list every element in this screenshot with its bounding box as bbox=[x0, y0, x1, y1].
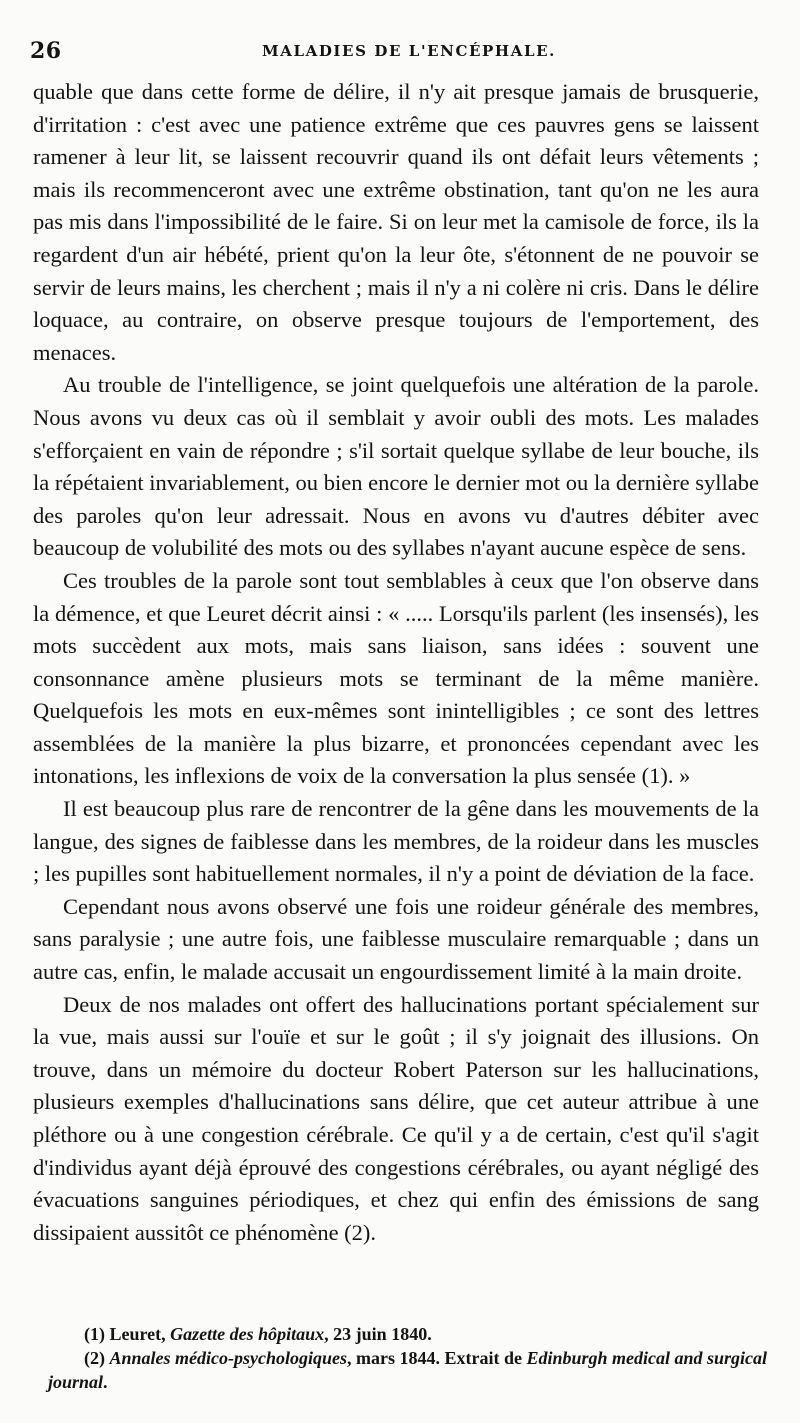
paragraph-6: Deux de nos malades ont offert des hallucinations portant spécialement sur la vue, mais aussi sur l'ouïe et sur le goût ; il s'y joignait des illusions. On trouve, dans un mémoire du docteur Robert Paterson sur les hallucinations, plusieurs exemples d'hallucinations sans délire, que cet auteur attribue à une pléthore ou à une congestion cérébrale. Ce qu'il y a de certain, c'est qu'il s'agit d'individus ayant déjà éprouvé des congestions cérébrales, ou ayant négligé des évacuations sanguines périodiques, et chez qui enfin des émissions de sang dissipaient aussitôt ce phénomène (2). bbox=[33, 991, 759, 1245]
page-header bbox=[30, 38, 770, 74]
footnote-number: (1) bbox=[84, 1324, 105, 1344]
footnote-author: Leuret, bbox=[109, 1324, 171, 1344]
paragraph-2: Au trouble de l'intelligence, se joint quelquefois une altération de la parole. Nous avons vu deux cas où il semblait y avoir oubli des mots. Les malades s'efforçaient en vain de répondre ; s'il sortait quelque syllabe de leur bouche, ils la répétaient invariablement, ou bien encore le dernier mot ou la dernière syllabe des paroles qu'on leur adressait. Nous en avons vu d'autres débiter avec beaucoup de volubilité des mots ou des syllabes n'ayant aucune espèce de sens. bbox=[33, 372, 759, 561]
footnote-source: Gazette des hôpitaux bbox=[170, 1324, 325, 1344]
running-head: MALADIES DE L'ENCÉPHALE. bbox=[262, 42, 556, 60]
footnote-number: (2) bbox=[84, 1348, 105, 1368]
footnote-details: , mars 1844. Extrait de bbox=[347, 1348, 527, 1368]
paragraph-1: quable que dans cette forme de délire, il n'y ait presque jamais de brusquerie, d'irritation : c'est avec une patience extrême que ces pauvres gens se laissent ramener à leur lit, se laissent recouvrir quand ils ont défait leurs vêtements ; mais ils recommenceront avec une extrême obstination, tant qu'on ne les aura pas mis dans l'impossibilité de le faire. Si on leur met la camisole de force, ils la regardent d'un air hébété, prient qu'on la leur ôte, s'étonnent de ne pouvoir se servir de leurs mains, les cherchent ; mais il n'y a ni colère ni cris. Dans le délire loquace, au contraire, on observe presque toujours de l'emportement, des menaces. bbox=[33, 79, 759, 365]
paragraph-4: Il est beaucoup plus rare de rencontrer de la gêne dans les mouvements de la langue, des signes de faiblesse dans les membres, de la roideur dans les muscles ; les pupilles sont habituellement normales, il n'y a point de déviation de la face. bbox=[33, 796, 759, 887]
footnote-details: , 23 juin 1840. bbox=[324, 1324, 432, 1344]
footnote-source-2: Edinburgh medical and surgical journal bbox=[48, 1348, 768, 1392]
footnote-source: Annales médico-psychologiques bbox=[109, 1348, 347, 1368]
footnote-1 bbox=[48, 1322, 772, 1346]
page-number: 26 bbox=[30, 38, 62, 64]
footnotes bbox=[48, 1322, 772, 1394]
paragraph-5: Cependant nous avons observé une fois une roideur générale des membres, sans paralysie ; une autre fois, une faiblesse musculaire remarquable ; dans un autre cas, enfin, le malade accusait un engourdissement limité à la main droite. bbox=[33, 893, 759, 985]
paragraph-3: Ces troubles de la parole sont tout semblables à ceux que l'on observe dans la démence, et que Leuret décrit ainsi : « ..... Lorsqu'ils parlent (les insensés), les mots succèdent aux mots, mais sans liaison, sans idées : souvent une consonnance amène plusieurs mots se terminant de la même manière. Quelquefois les mots en eux-mêmes sont inintelligibles ; ce sont des lettres assemblées de la manière la plus bizarre, et prononcées cependant avec les intonations, les inflexions de voix de la conversation la plus sensée (1). » bbox=[33, 567, 759, 789]
footnote-end: . bbox=[103, 1372, 108, 1392]
footnote-2 bbox=[48, 1346, 772, 1394]
body-text bbox=[33, 76, 759, 1249]
